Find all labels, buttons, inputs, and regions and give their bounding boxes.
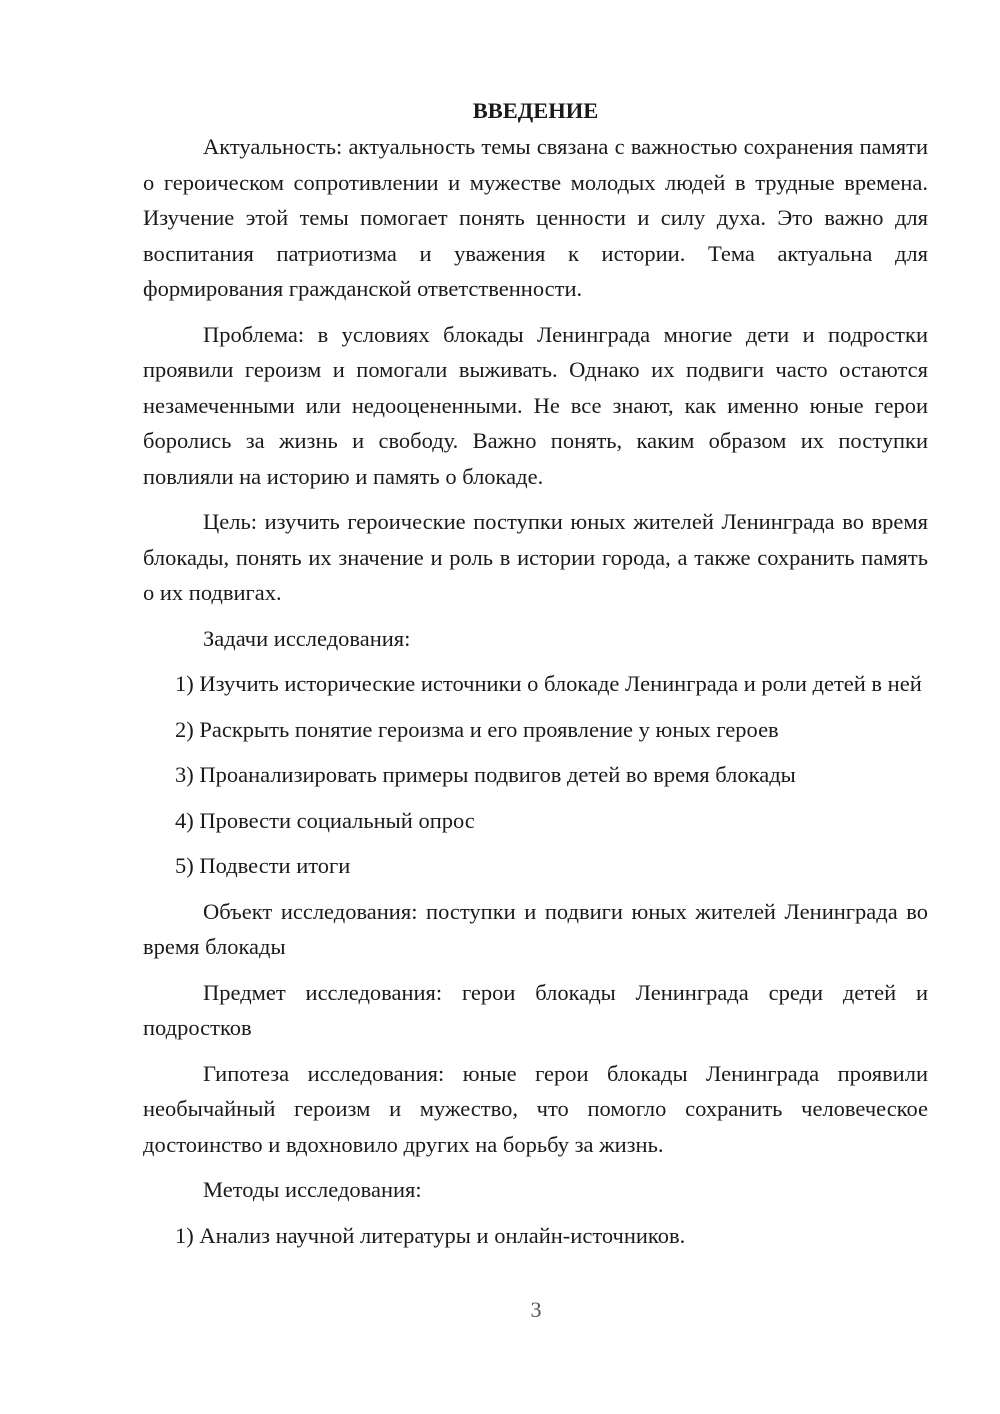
subject-paragraph: Предмет исследования: герои блокады Ленинграда среди детей и подростков [143,979,928,1040]
method-item: 1) Анализ научной литературы и онлайн-источников. [175,1222,686,1248]
task-item: 3) Проанализировать примеры подвигов детей во время блокады [175,762,796,787]
object-paragraph: Объект исследования: поступки и подвиги юных жителей Ленинграда во время блокады [143,898,928,959]
tasks-heading: Задачи исследования: [203,625,411,651]
task-item: 5) Подвести итоги [175,853,351,878]
task-item: 1) Изучить исторические источники о блокаде Ленинграда и роли детей в ней [175,671,922,696]
page-title: ВВЕДЕНИЕ [472,98,599,123]
page-number: 3 [530,1297,542,1322]
goal-paragraph: Цель: изучить героические поступки юных жителей Ленинграда во время блокады, понять их значение и роль в истории города, а также сохранить память о их подвигах. [143,509,928,605]
relevance-paragraph: Актуальность: актуальность темы связана с важностью сохранения памяти о героическом сопротивлении и мужестве молодых людей в трудные времена. Изучение этой темы помогает понять ценности и силу духа. Это важно для воспитания патриотизма и уважения к истории. Тема актуальна для формирования гражданской ответственности. [143,134,928,301]
document-page [143,96,928,1263]
hypothesis-paragraph: Гипотеза исследования: юные герои блокады Ленинграда проявили необычайный героизм и мужество, что помогло сохранить человеческое достоинство и вдохновило других на борьбу за жизнь. [143,1060,928,1157]
problem-paragraph: Проблема: в условиях блокады Ленинграда многие дети и подростки проявили героизм и помогали выживать. Однако их подвиги часто остаются незамеченными или недооцененными. Не все знают, как именно юные герои боролись за жизнь и свободу. Важно понять, каким образом их поступки повлияли на историю и память о блокаде. [143,321,928,489]
methods-heading: Методы исследования: [203,1177,422,1202]
task-item: 2) Раскрыть понятие героизма и его проявление у юных героев [175,716,779,742]
task-item: 4) Провести социальный опрос [175,807,475,833]
